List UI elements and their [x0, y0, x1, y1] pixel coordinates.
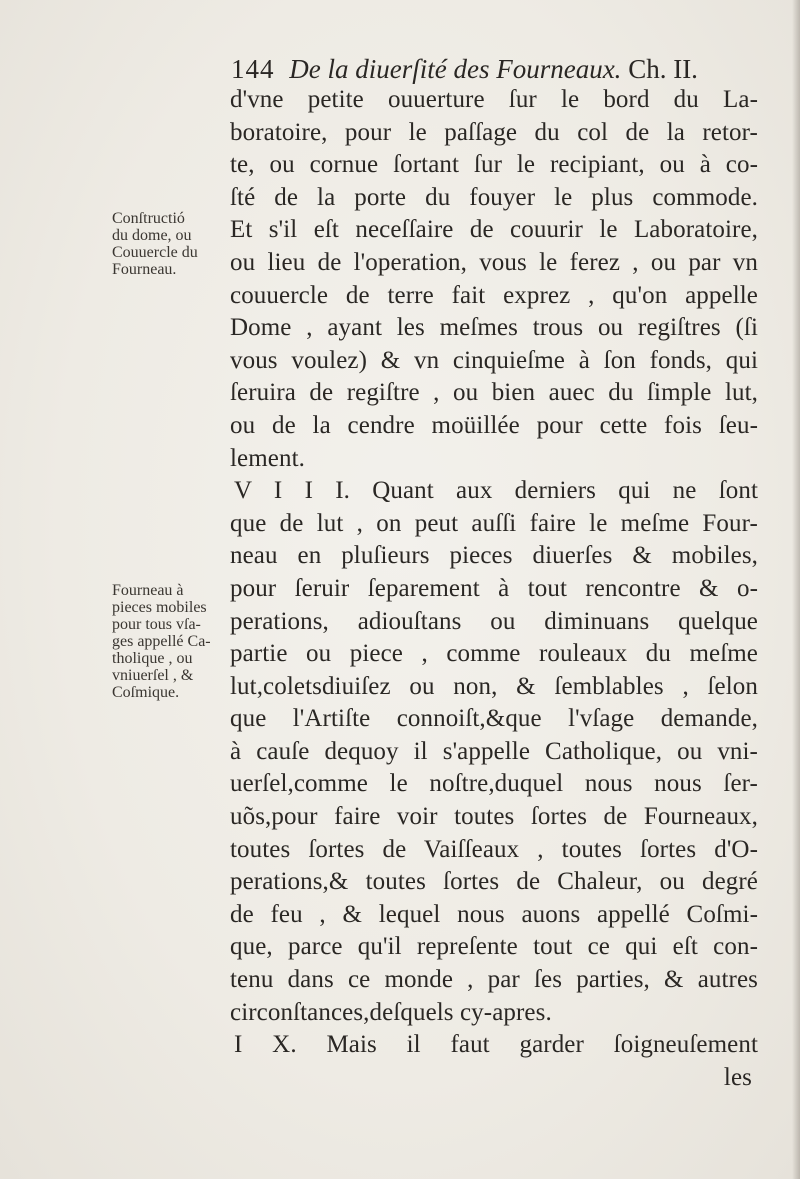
margin-note-line: Fourneau. [112, 261, 177, 278]
margin-note-line: ges appellé Ca- [112, 633, 211, 650]
text-line: ou de la cendre moüillée pour cette fois ſeu- [230, 411, 758, 439]
text-line: que, parce qu'il repreſente tout ce qui eſt con- [230, 933, 758, 961]
text-line: à cauſe dequoy il s'appelle Catholique, ou vni- [230, 737, 758, 765]
text-line: que l'Artiſte connoiſt,&que l'vſage demande, [230, 705, 758, 733]
text-line: boratoire, pour le paſſage du col de la retor- [230, 118, 758, 146]
page-number: 144 [231, 54, 275, 84]
text-line: neau en pluſieurs pieces diuerſes & mobiles, [230, 542, 758, 570]
chapter-label: Ch. II. [628, 54, 698, 84]
margin-note-line: Coſmique. [112, 684, 180, 701]
margin-note-line: Fourneau à [112, 582, 184, 599]
margin-note-line: tholique , ou [112, 650, 193, 667]
text-line: ou lieu de l'operation, vous le ferez , ou par vn [230, 248, 758, 276]
text-line: V I I I. Quant aux derniers qui ne ſont [234, 477, 758, 505]
text-line: I X. Mais il faut garder ſoigneuſement [234, 1031, 758, 1059]
text-line: vous voulez) & vn cinquieſme à ſon fonds, qui [230, 346, 758, 374]
text-line: perations,& toutes ſortes de Chaleur, ou degré [230, 868, 758, 896]
text-line: pour ſeruir ſeparement à tout rencontre & o- [230, 574, 758, 602]
main-text-block [230, 84, 758, 1094]
text-line: partie ou piece , comme rouleaux du meſme [230, 640, 758, 668]
margin-note-catholic-furnace [112, 582, 211, 701]
text-line: perations, adiouſtans ou diminuans quelque [230, 607, 758, 635]
text-line: Dome , ayant les meſmes trous ou regiſtres (ſi [230, 314, 758, 342]
margin-note-dome [112, 210, 198, 278]
page-edge-shadow [792, 0, 800, 1179]
text-line: lement. [230, 444, 305, 472]
catchword: les [723, 1063, 752, 1091]
margin-note-line: pour tous vſa- [112, 616, 201, 633]
margin-note-line: Couuercle du [112, 244, 198, 261]
text-line: toutes ſortes de Vaiſſeaux , toutes ſortes d'O- [230, 835, 758, 863]
margin-note-line: Conſtructió [112, 210, 185, 227]
text-line: uerſel,comme le noſtre,duquel nous nous ſer- [230, 770, 758, 798]
text-line: ſté de la porte du fouyer le plus commode. [230, 183, 758, 211]
margin-note-line: du dome, ou [112, 227, 192, 244]
running-header [231, 50, 751, 88]
text-line: d'vne petite ouuerture ſur le bord du La- [230, 86, 758, 113]
text-line: circonſtances,deſquels cy-apres. [230, 998, 552, 1026]
text-line: de feu , & lequel nous auons appellé Coſmi- [230, 900, 758, 928]
running-title: De la diuerſité des Fourneaux. [289, 54, 622, 84]
text-line: te, ou cornue ſortant ſur le recipiant, ou à co- [230, 151, 758, 179]
text-line: que de lut , on peut auſſi faire le meſme Four- [230, 509, 758, 537]
text-line: Et s'il eſt neceſſaire de couurir le Laboratoire, [230, 216, 758, 244]
text-line: ſeruira de regiſtre , ou bien auec du ſimple lut, [230, 379, 758, 407]
margin-note-line: vniuerſel , & [112, 667, 194, 684]
text-line: lut,coletsdiuiſez ou non, & ſemblables , ſelon [230, 672, 758, 700]
text-line: tenu dans ce monde , par ſes parties, & autres [230, 966, 758, 994]
text-line: uõs,pour faire voir toutes ſortes de Fourneaux, [230, 803, 758, 831]
margin-note-line: pieces mobiles [112, 599, 207, 616]
text-line: couuercle de terre fait exprez , qu'on appelle [230, 281, 758, 309]
